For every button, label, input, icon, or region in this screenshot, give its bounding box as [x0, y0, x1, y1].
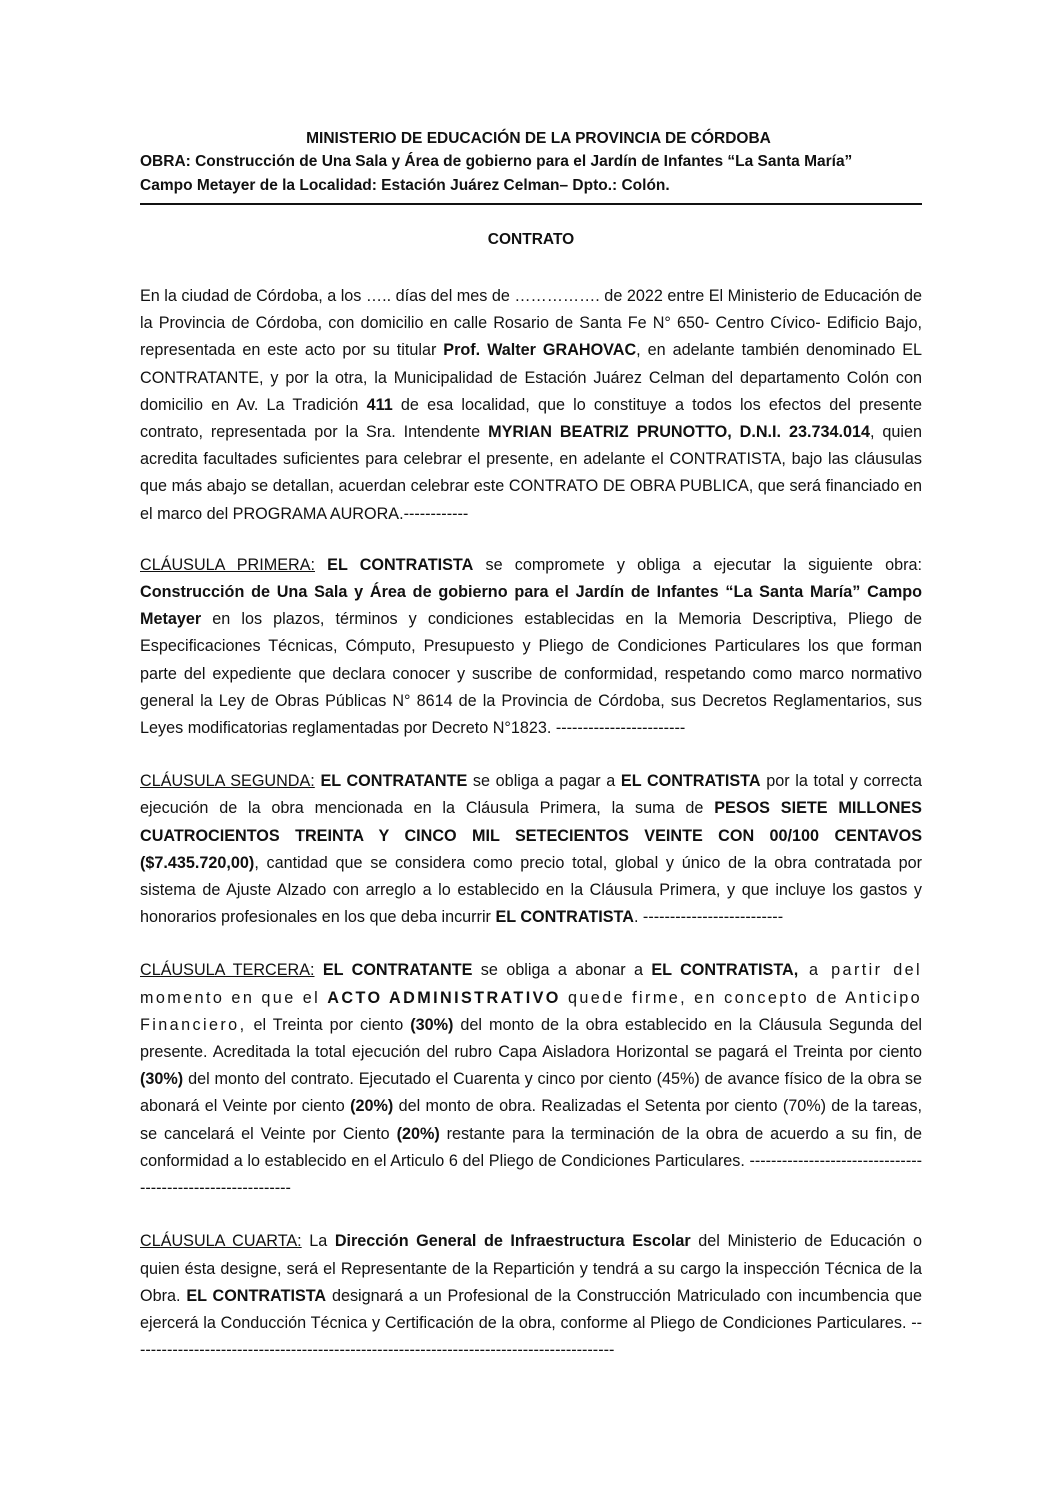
c2-text-1: se obliga a pagar a	[467, 772, 621, 791]
c2-text-2: por la total y correcta ejecución de la obra mencionada en la Cláusula Primera, la suma de	[140, 772, 922, 818]
c1-text-1: se compromete y obliga a ejecutar la siguiente obra:	[473, 555, 922, 574]
contract-body	[140, 283, 922, 1390]
document-header	[140, 128, 922, 198]
c3-spaced-2: quede firme, en concepto de Anticipo Financiero,	[140, 988, 923, 1034]
intro-bold-2: 411	[366, 395, 393, 414]
c2-bold-3: PESOS SIETE MILLONES CUATROCIENTOS TREINTA Y CINCO MIL SETECIENTOS VEINTE CON 00/100 CENTAVOS ($7.435.720,00)	[140, 799, 922, 872]
c3-text-1: se obliga a abonar a	[472, 961, 652, 980]
c3-spaced-1: a partir del momento en que el	[140, 961, 923, 1007]
c3-bold-4: (30%)	[410, 1015, 454, 1034]
c3-text-2: el Treinta por ciento	[246, 1015, 411, 1034]
c3-text-5: del monto de obra. Realizadas el Setenta por ciento (70%) de la tareas, se cancelará el Veinte por Ciento	[140, 1097, 922, 1143]
ministry-title: MINISTERIO DE EDUCACIÓN DE LA PROVINCIA DE CÓRDOBA	[306, 130, 771, 147]
clausula-primera-label: CLÁUSULA PRIMERA:	[140, 555, 315, 574]
clausula-segunda	[140, 768, 922, 931]
c2-text-3: , cantidad que se considera como precio total, global y único de la obra contratada por sistema de Ajuste Alzado con arreglo a lo establecido en la Cláusula Primera, y que incluye los gastos y honorarios profesionales en los que deba incurrir	[140, 853, 922, 927]
c4-bold-2: EL CONTRATISTA	[186, 1286, 327, 1305]
header-divider	[140, 203, 922, 205]
c1-bold-2: Construcción de Una Sala y Área de gobierno para el Jardín de Infantes “La Santa María” Campo Metayer	[140, 583, 922, 629]
c3-bold-6: (20%)	[350, 1097, 394, 1116]
c3-bold-7: (20%)	[396, 1124, 440, 1143]
c4-text-3: designará a un Profesional de la Construcción Matriculado con incumbencia que ejercerá la Conducción Técnica y Certificación de la obra, conforme al Pliego de Condiciones Particulares. ------------------------------------------------------------------------------------------	[140, 1286, 922, 1360]
intro-bold-3: MYRIAN BEATRIZ PRUNOTTO, D.N.I. 23.734.014	[488, 423, 870, 442]
c4-text-2: del Ministerio de Educación o quien ésta designe, será el Representante de la Repartición y tendrá a su cargo la inspección Técnica de la Obra.	[140, 1232, 922, 1305]
c2-text-4: . --------------------------	[633, 908, 784, 927]
intro-text-1: En la ciudad de Córdoba, a los ….. días del mes de ……………. de 2022 entre El Ministerio de Educación de la Provincia de Córdoba, con domicilio en calle Rosario de Santa Fe N° 650- Centro Cívico- Edificio Bajo, representada en este acto por su titular	[140, 287, 922, 360]
obra-line-2: Campo Metayer de la Localidad: Estación Juárez Celman– Dpto.: Colón.	[140, 177, 670, 194]
c3-bold-3: ACTO ADMINISTRATIVO	[327, 988, 561, 1007]
document-title: CONTRATO	[487, 231, 575, 248]
c3-bold-1: EL CONTRATANTE	[322, 961, 473, 980]
clausula-segunda-label: CLÁUSULA SEGUNDA:	[140, 772, 315, 791]
intro-paragraph	[140, 283, 922, 528]
c2-bold-2: EL CONTRATISTA	[620, 772, 761, 791]
intro-text-2: , en adelante también denominado EL CONTRATANTE, y por la otra, la Municipalidad de Estación Juárez Celman del departamento Colón con domicilio en Av. La Tradición	[140, 341, 923, 414]
obra-line-1: OBRA: Construcción de Una Sala y Área de gobierno para el Jardín de Infantes “La Santa María”	[140, 153, 853, 170]
c1-bold-1: EL CONTRATISTA	[327, 555, 474, 574]
clausula-tercera	[140, 957, 922, 1202]
c4-bold-1: Dirección General de Infraestructura Escolar	[334, 1232, 691, 1251]
c3-text-3: del monto de la obra establecido en la Cláusula Segunda del presente. Acreditada la total ejecución del rubro Capa Aisladora Horizontal se pagará el Treinta por ciento	[140, 1015, 923, 1062]
clausula-cuarta-label: CLÁUSULA CUARTA:	[140, 1232, 302, 1251]
c1-text-2: en los plazos, términos y condiciones establecidas en la Memoria Descriptiva, Pliego de Especificaciones Técnicas, Cómputo, Presupuesto y Pliego de Condiciones Particulares los que forman parte del expediente que declara conocer y suscribe de conformidad, respetando como marco normativo general la Ley de Obras Públicas N° 8614 de la Provincia de Córdoba, sus Decretos Reglamentarios, sus Leyes modificatorias reglamentadas por Decreto N°1823. ------------------------	[140, 610, 922, 738]
intro-text-4: , quien acredita facultades suficientes para celebrar el presente, en adelante el CONTRATISTA, bajo las cláusulas que más abajo se detallan, acuerdan celebrar este CONTRATO DE OBRA PUBLICA, que será financiado en el marco del PROGRAMA AURORA.------------	[140, 423, 923, 523]
c3-text-6: restante para la terminación de la obra de acuerdo a su fin, de conformidad a lo establecido en el Articulo 6 del Pliego de Condiciones Particulares. ------------------------------------------------------------	[140, 1124, 922, 1198]
intro-bold-1: Prof. Walter GRAHOVAC	[443, 341, 637, 360]
clausula-primera	[140, 552, 922, 742]
clausula-cuarta	[140, 1228, 922, 1364]
c2-bold-1: EL CONTRATANTE	[320, 772, 468, 791]
c3-text-4: del monto del contrato. Ejecutado el Cuarenta y cinco por ciento (45%) de avance físico de la obra se abonará el Veinte por ciento	[140, 1070, 922, 1116]
c4-text-1: La	[301, 1232, 335, 1251]
c3-bold-2: EL CONTRATISTA,	[651, 961, 799, 980]
c2-bold-4: EL CONTRATISTA	[495, 908, 634, 927]
clausula-tercera-label: CLÁUSULA TERCERA:	[140, 961, 315, 980]
c3-bold-5: (30%)	[140, 1070, 184, 1089]
intro-text-3: de esa localidad, que lo constituye a todos los efectos del presente contrato, representada por la Sra. Intendente	[140, 395, 922, 442]
